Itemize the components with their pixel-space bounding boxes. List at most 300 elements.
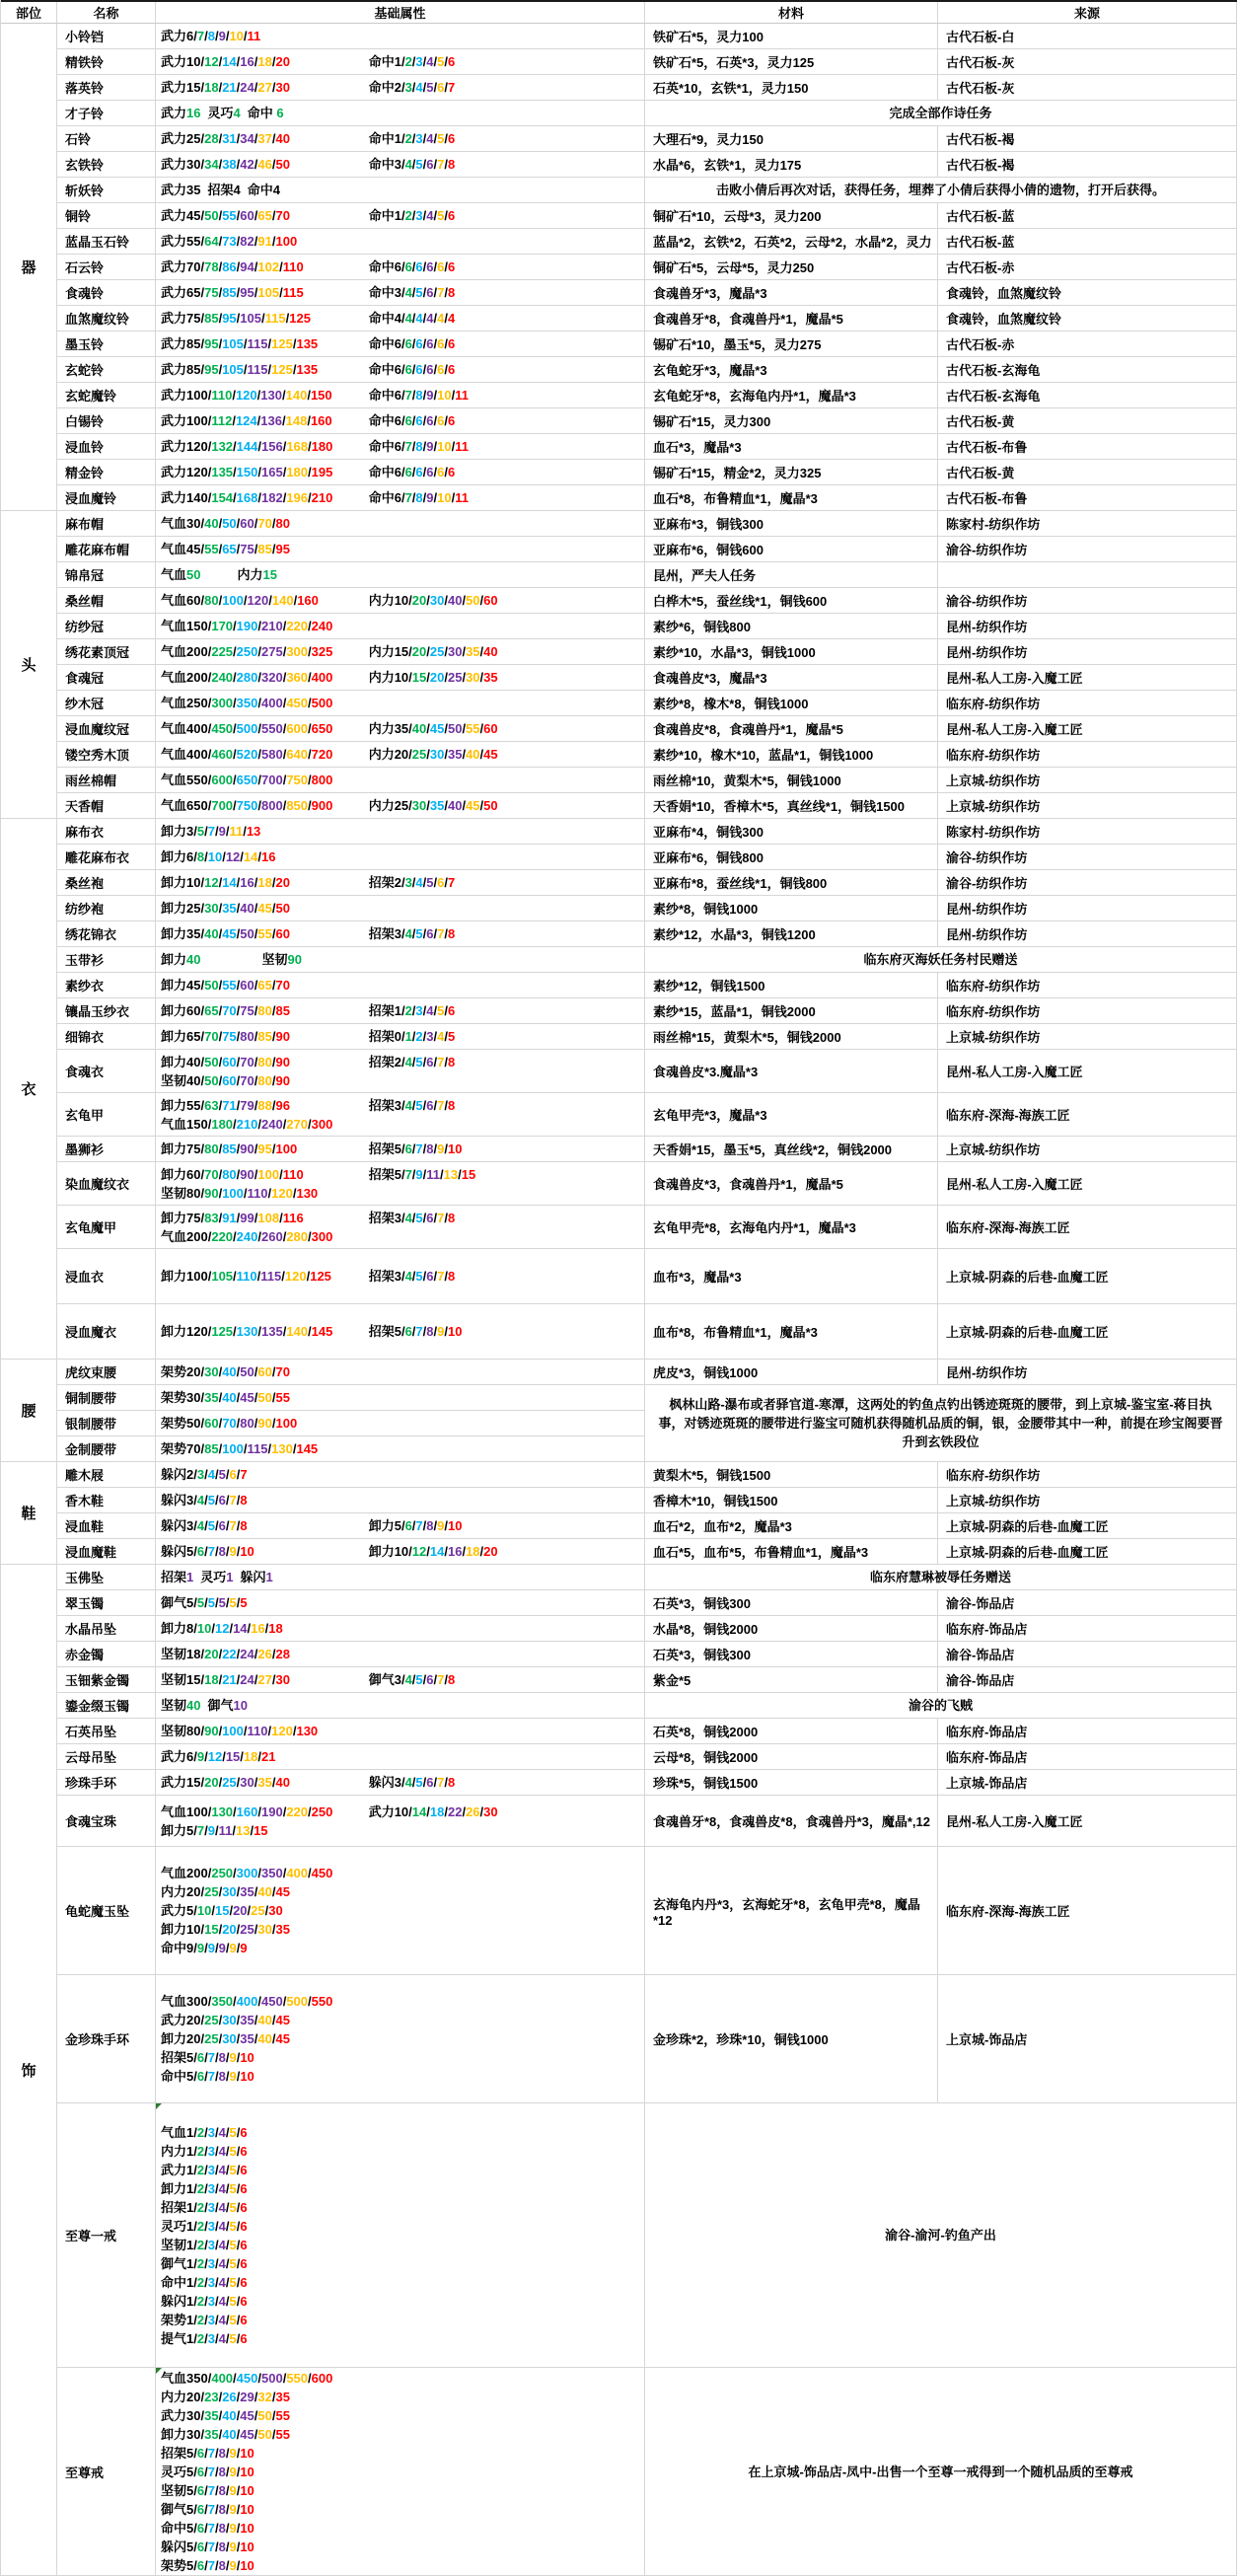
stat-value-tier-2: 100 <box>222 1724 244 1738</box>
header-part: 部位 <box>1 2 57 24</box>
stat-separator: / <box>204 2237 208 2252</box>
stat-label: 命中 <box>161 1941 187 1955</box>
stat-value-tier-1: 2 <box>196 2255 205 2271</box>
stat-value-tier-1: 25 <box>204 1884 219 1899</box>
note-text: 在上京城-饰品店-凤中-出售一个至尊一戒得到一个随机品质的至尊戒 <box>748 2464 1133 2479</box>
attr-line <box>369 258 644 276</box>
stat-value-tier-1: 125 <box>211 1324 234 1339</box>
stat-label: 气血 <box>161 1803 187 1819</box>
stat <box>161 1595 248 1610</box>
attr-column-primary <box>161 2123 248 2348</box>
stat-separator: / <box>433 1003 438 1018</box>
stat <box>161 901 290 916</box>
stat-value-tier-2: 3 <box>207 2274 215 2290</box>
stat-value-tier-4: 30 <box>466 670 480 685</box>
stat-value-tier-5: 110 <box>282 1166 304 1182</box>
item-source: 临东府-纺织作坊 <box>938 691 1237 716</box>
stat-separator: / <box>271 1364 276 1379</box>
stat-separator: / <box>225 2482 230 2498</box>
item-attributes <box>156 639 645 665</box>
stat-value-tier-3: 8 <box>218 2482 226 2498</box>
stat-value-tier-3: 8 <box>218 2501 226 2517</box>
stat-value-tier-3: 75 <box>240 542 255 556</box>
stat-separator: / <box>433 413 438 428</box>
stat-separator: / <box>264 1621 269 1636</box>
stat-separator: / <box>236 1210 241 1225</box>
stat-value-tier-1: 50 <box>204 1072 219 1088</box>
stat-label: 武力 <box>161 439 187 454</box>
stat-separator: / <box>400 875 405 890</box>
stat-value-tier-3: 8 <box>218 2539 226 2554</box>
stat-separator: / <box>204 1595 208 1610</box>
stat-value-tier-0: 60 <box>186 1003 201 1018</box>
stat-separator: / <box>411 131 416 146</box>
table-row <box>57 588 1237 614</box>
item-note <box>645 2368 1237 2576</box>
stat-separator: / <box>426 747 430 762</box>
stat-label: 架势 <box>161 1416 187 1431</box>
stat-value-tier-0: 3 <box>394 1269 401 1284</box>
attr-column-secondary <box>369 437 644 456</box>
stat-separator: / <box>200 1922 205 1937</box>
stat-value-tier-2: 95 <box>222 311 237 326</box>
item-attributes <box>156 331 645 357</box>
stat-value-tier-3: 4 <box>218 2218 226 2234</box>
stat-separator: / <box>218 157 223 172</box>
stat-separator: / <box>225 2274 230 2290</box>
stat-value-tier-0: 3 <box>394 1775 401 1790</box>
stat-value-tier-1: 7 <box>196 1822 205 1838</box>
stat-separator: / <box>400 311 405 326</box>
attr-column-secondary <box>369 386 644 405</box>
stat <box>161 465 332 479</box>
item-source: 古代石板-玄海龟 <box>938 383 1237 408</box>
attr-line <box>161 1439 318 1458</box>
stat-label: 躲闪 <box>161 1518 187 1533</box>
stat-value-tier-5: 6 <box>240 2293 248 2309</box>
stat-value-tier-5: 50 <box>275 157 290 172</box>
stat-label: 灵巧 <box>207 106 234 120</box>
item-attributes <box>156 306 645 331</box>
attr-column-primary <box>161 1593 248 1612</box>
item-source: 上京城-阴森的后巷-血魔工匠 <box>938 1513 1237 1539</box>
stat-label: 招架 <box>161 2050 187 2065</box>
stat-separator: / <box>411 1210 416 1225</box>
stat-value-tier-4: 14 <box>243 849 258 864</box>
stat <box>369 388 469 403</box>
attr-line <box>161 847 275 866</box>
stat-value-tier-5: 8 <box>240 1518 248 1533</box>
stat <box>161 2390 290 2404</box>
stat <box>161 849 275 864</box>
attr-line <box>161 1747 275 1766</box>
attr-column-primary <box>161 976 290 994</box>
stat-separator: / <box>193 2199 197 2215</box>
stat-value-tier-0: 6 <box>394 490 401 505</box>
stat-value-tier-5: 6 <box>448 465 456 479</box>
item-name: 麻布衣 <box>57 819 156 845</box>
header-attributes: 基础属性 <box>156 2 645 24</box>
stat-value-tier-0: 20 <box>186 1364 201 1379</box>
attr-line <box>161 2048 332 2067</box>
stat-value-tier-2: 30 <box>222 2013 237 2027</box>
stat-separator: / <box>282 1228 287 1244</box>
stat <box>161 2050 255 2065</box>
stat-separator: / <box>193 2312 197 2327</box>
item-materials: 玄龟蛇牙*3，魔晶*3 <box>645 357 938 383</box>
stat <box>161 1467 248 1482</box>
stat-value-tier-4: 50 <box>466 593 480 608</box>
attr-line <box>161 1001 369 1020</box>
attr-line <box>161 27 260 45</box>
stat-separator: / <box>281 1269 285 1284</box>
stat-value-tier-5: 35 <box>275 2389 290 2404</box>
stat-value-tier-3: 4 <box>218 2143 226 2159</box>
stat-value-tier-0: 80 <box>186 1185 201 1201</box>
stat <box>248 106 284 120</box>
stat-separator: / <box>282 2370 287 2386</box>
attr-column-primary <box>161 771 332 789</box>
stat-value-tier-0: 3 <box>394 285 401 300</box>
item-materials: 云母*8，铜钱2000 <box>645 1744 938 1770</box>
item-name: 精铁铃 <box>57 49 156 75</box>
stat-value-tier-2: 21 <box>222 80 237 95</box>
stat-separator: / <box>282 1324 287 1339</box>
stat-value-tier-4: 85 <box>257 542 272 556</box>
stat-separator: / <box>254 1922 258 1937</box>
attr-column-primary <box>161 1439 318 1458</box>
stat-separator: / <box>214 2162 219 2177</box>
stat <box>161 2521 255 2536</box>
item-materials: 玄龟甲壳*3，魔晶*3 <box>645 1093 938 1137</box>
stat-label: 命中 <box>368 311 395 326</box>
stat-value-tier-4: 360 <box>286 670 309 685</box>
stat-value-tier-2: 250 <box>236 644 258 659</box>
stat-value-tier-5: 900 <box>311 798 333 813</box>
stat-value-tier-0: 5 <box>186 2482 194 2498</box>
attr-line <box>161 309 369 328</box>
stat-value-tier-5: 60 <box>275 926 290 941</box>
stat-value-tier-2: 450 <box>236 2370 258 2386</box>
attr-column-primary <box>161 847 275 866</box>
attr-line <box>161 1209 369 1227</box>
attr-column-secondary <box>369 52 644 71</box>
stat-value-tier-5: 8 <box>448 1210 456 1225</box>
stat-value-tier-3: 6 <box>426 1097 434 1113</box>
item-materials: 雨丝棉*10，黄梨木*5，铜钱1000 <box>645 768 938 793</box>
stat-value-tier-3: 4 <box>426 54 434 69</box>
table-row <box>57 280 1237 306</box>
stat-separator: / <box>426 593 430 608</box>
stat-separator: / <box>243 824 247 839</box>
stat <box>369 1518 463 1533</box>
attr-column-secondary <box>369 745 644 764</box>
stat-value-tier-2: 5 <box>415 157 423 172</box>
stat-label: 武力 <box>161 2162 187 2177</box>
stat-separator: / <box>225 2539 230 2554</box>
item-source: 古代石板-蓝 <box>938 203 1237 229</box>
stat-separator: / <box>264 1903 269 1918</box>
stat-separator: / <box>462 1803 467 1819</box>
stat-value-tier-0: 10 <box>394 1803 409 1819</box>
attr-line <box>369 386 644 405</box>
stat-value-tier-4: 5 <box>229 2199 237 2215</box>
stat-value-tier-1: 15 <box>262 567 277 582</box>
stat <box>161 54 290 69</box>
stat-value-tier-2: 2 <box>415 1029 423 1044</box>
item-materials: 血布*3，魔晶*3 <box>645 1249 938 1304</box>
stat <box>161 1029 290 1044</box>
item-name: 雕花麻布帽 <box>57 537 156 562</box>
stat-separator: / <box>271 542 276 556</box>
stat-separator: / <box>282 1994 287 2009</box>
item-materials: 铜矿石*5，云母*5，灵力250 <box>645 255 938 280</box>
stat-value-tier-4: 9 <box>229 2501 237 2517</box>
stat-value-tier-3: 156 <box>261 439 283 454</box>
stat-separator: / <box>411 1097 416 1113</box>
stat-separator: / <box>232 388 236 403</box>
stat-separator: / <box>282 1803 287 1819</box>
attr-column-primary <box>161 1267 369 1286</box>
table-header <box>1 0 1237 24</box>
stat-value-tier-3: 260 <box>261 1228 283 1244</box>
item-attributes <box>156 511 645 537</box>
stat-separator: / <box>236 2312 241 2327</box>
stat-value-tier-0: 25 <box>186 901 201 916</box>
stat <box>161 1994 332 2009</box>
stat-separator: / <box>243 1724 248 1738</box>
stat-separator: / <box>285 311 290 326</box>
item-attributes <box>156 2368 645 2576</box>
item-attributes <box>156 101 645 126</box>
item-note <box>645 2103 1237 2368</box>
stat-separator: / <box>218 2389 223 2404</box>
stat-value-tier-2: 8 <box>415 490 423 505</box>
stat-value-tier-1: 4 <box>404 1097 412 1113</box>
stat-value-tier-5: 40 <box>275 1775 290 1790</box>
stat-value-tier-5: 6 <box>240 2199 248 2215</box>
stat-value-tier-4: 196 <box>286 490 309 505</box>
stat-value-tier-5: 100 <box>275 1141 298 1156</box>
stat-separator: / <box>400 259 405 274</box>
stat-label: 招架 <box>161 1570 187 1584</box>
stat-value-tier-4: 5 <box>229 2330 237 2346</box>
stat-value-tier-3: 4 <box>426 311 434 326</box>
stat-value-tier-2: 40 <box>222 2407 237 2423</box>
stat-value-tier-0: 5 <box>186 2557 194 2573</box>
stat-value-tier-2: 40 <box>222 1390 237 1405</box>
stat-value-tier-4: 9 <box>437 1324 445 1339</box>
stat-separator: / <box>225 2312 230 2327</box>
stat-value-tier-3: 8 <box>218 2050 226 2065</box>
stat <box>207 1698 247 1713</box>
item-source: 上京城-纺织作坊 <box>938 768 1237 793</box>
stat-separator: / <box>236 1518 241 1533</box>
stat-separator: / <box>254 1390 258 1405</box>
stat-separator: / <box>400 926 405 941</box>
stat-separator: / <box>408 670 412 685</box>
stat-label: 卸力 <box>161 849 187 864</box>
stat-separator: / <box>422 1166 427 1182</box>
stat-separator: / <box>236 2255 241 2271</box>
stat-separator: / <box>254 157 258 172</box>
stat-separator: / <box>236 1775 241 1790</box>
stat-separator: / <box>292 1185 297 1201</box>
item-source: 上京城-阴森的后巷-血魔工匠 <box>938 1249 1237 1304</box>
stat-value-tier-0: 6 <box>394 465 401 479</box>
stat-separator: / <box>440 1166 444 1182</box>
attr-column-secondary <box>369 258 644 276</box>
stat-value-tier-4: 65 <box>257 978 272 993</box>
stat-separator: / <box>236 1390 241 1405</box>
stat-separator: / <box>271 1003 276 1018</box>
item-source: 渝谷-饰品店 <box>938 1667 1237 1693</box>
attr-column-secondary <box>369 1053 644 1071</box>
stat-value-tier-4: 5 <box>229 2162 237 2177</box>
attr-line <box>161 694 332 712</box>
stat-separator: / <box>200 157 205 172</box>
stat <box>161 1804 332 1819</box>
item-attributes <box>156 1616 645 1642</box>
stat-label: 招架 <box>368 1210 395 1225</box>
stat-value-tier-0: 10 <box>186 1922 201 1937</box>
stat-value-tier-3: 42 <box>240 157 255 172</box>
stat-value-tier-5: 240 <box>311 619 333 633</box>
stat-separator: / <box>271 901 276 916</box>
stat-label: 气血 <box>161 773 187 787</box>
stat <box>161 516 290 531</box>
stat-separator: / <box>279 285 283 300</box>
attr-column-primary <box>161 1053 369 1090</box>
stat-separator: / <box>225 2330 230 2346</box>
section-part-label: 饰 <box>1 1565 57 2576</box>
stat-value-tier-4: 7 <box>437 1210 445 1225</box>
item-materials: 亚麻布*6，铜钱600 <box>645 537 938 562</box>
stat-separator: / <box>271 2389 276 2404</box>
attr-line <box>161 1568 273 1586</box>
stat-value-tier-4: 35 <box>257 1775 272 1790</box>
stat-separator: / <box>207 465 212 479</box>
stat-value-tier-4: 7 <box>437 1775 445 1790</box>
item-attributes <box>156 357 645 383</box>
stat-value-tier-5: 35 <box>275 1922 290 1937</box>
stat-label: 气血 <box>161 2124 187 2140</box>
stat-value-tier-0: 5 <box>186 2520 194 2536</box>
stat-value-tier-0: 20 <box>186 2013 201 2027</box>
item-materials: 水晶*8，铜钱2000 <box>645 1616 938 1642</box>
stat-separator: / <box>400 1097 405 1113</box>
item-attributes <box>156 1093 645 1137</box>
stat-value-tier-3: 6 <box>426 465 434 479</box>
stat-separator: / <box>444 465 448 479</box>
item-name: 桑丝袍 <box>57 870 156 896</box>
stat-value-tier-4: 9 <box>229 2539 237 2554</box>
attr-line <box>161 129 369 148</box>
stat-separator: / <box>282 696 287 710</box>
attr-line <box>161 283 369 302</box>
item-name: 蓝晶玉石铃 <box>57 229 156 255</box>
stat-separator: / <box>225 2557 230 2573</box>
stat-value-tier-2: 110 <box>236 1269 257 1284</box>
stat-separator: / <box>207 696 212 710</box>
spacer <box>207 963 261 964</box>
stat-separator: / <box>271 1054 276 1069</box>
stat-separator: / <box>236 1884 241 1899</box>
stat-value-tier-2: 25 <box>222 1775 237 1790</box>
stat-separator: / <box>225 1544 230 1559</box>
stat <box>161 978 290 993</box>
stat-value-tier-1: 154 <box>211 490 234 505</box>
stat-value-tier-5: 5 <box>448 1029 456 1044</box>
stat-value-tier-3: 8 <box>218 2069 226 2084</box>
stat-value-tier-2: 8 <box>415 439 423 454</box>
stat-separator: / <box>214 1493 219 1508</box>
stat <box>369 1804 498 1819</box>
stat-value-tier-4: 4 <box>437 311 445 326</box>
attr-line <box>161 1140 369 1158</box>
stat-value-tier-0: 1 <box>186 2312 194 2327</box>
stat-separator: / <box>236 1493 241 1508</box>
stat-separator: / <box>426 721 430 736</box>
stat-value-tier-4: 9 <box>229 1544 237 1559</box>
section-part-label: 衣 <box>1 819 57 1360</box>
stat-separator: / <box>279 1210 283 1225</box>
stat-value-tier-5: 210 <box>311 490 333 505</box>
stat <box>161 2371 332 2386</box>
stat-separator: / <box>271 2426 276 2442</box>
attr-line <box>161 360 369 379</box>
attr-column-primary <box>161 694 332 712</box>
table-row <box>57 691 1237 716</box>
table-row <box>57 511 1237 537</box>
stat-separator: / <box>444 670 448 685</box>
stat-separator: / <box>204 1544 208 1559</box>
stat-label: 提气 <box>161 2330 187 2346</box>
stat-value-tier-2: 5 <box>415 1210 423 1225</box>
stat-value-tier-1: 40 <box>204 516 219 531</box>
stat-label: 内力 <box>368 670 395 685</box>
stat-value-tier-5: 45 <box>275 2031 290 2046</box>
item-attributes <box>156 1162 645 1206</box>
stat-separator: / <box>254 875 258 890</box>
stat <box>161 567 200 582</box>
attr-column-secondary <box>369 78 644 97</box>
stat-value-tier-0: 35 <box>186 183 201 197</box>
table-section <box>1 24 1237 511</box>
stat-value-tier-2: 3 <box>207 2255 215 2271</box>
attr-column-secondary <box>369 129 644 148</box>
stat-value-tier-2: 350 <box>236 696 258 710</box>
stat-separator: / <box>229 1903 234 1918</box>
stat-separator: / <box>207 1269 212 1284</box>
item-name: 石铃 <box>57 126 156 152</box>
stat-value-tier-3: 350 <box>261 1866 283 1880</box>
stat-separator: / <box>204 1749 208 1764</box>
stat-label: 御气 <box>368 1672 395 1687</box>
stat-value-tier-5: 90 <box>275 1054 290 1069</box>
stat <box>161 773 332 787</box>
stat-separator: / <box>229 1621 234 1636</box>
attr-column-primary <box>161 899 290 918</box>
attr-line <box>369 1670 644 1689</box>
stat-value-tier-1: 300 <box>211 696 234 710</box>
stat-value-tier-5: 6 <box>448 336 456 351</box>
stat-value-tier-3: 6 <box>426 926 434 941</box>
item-attributes <box>156 665 645 691</box>
stat-separator: / <box>257 1228 261 1244</box>
attr-column-primary <box>161 745 369 764</box>
attr-line <box>161 1227 369 1246</box>
